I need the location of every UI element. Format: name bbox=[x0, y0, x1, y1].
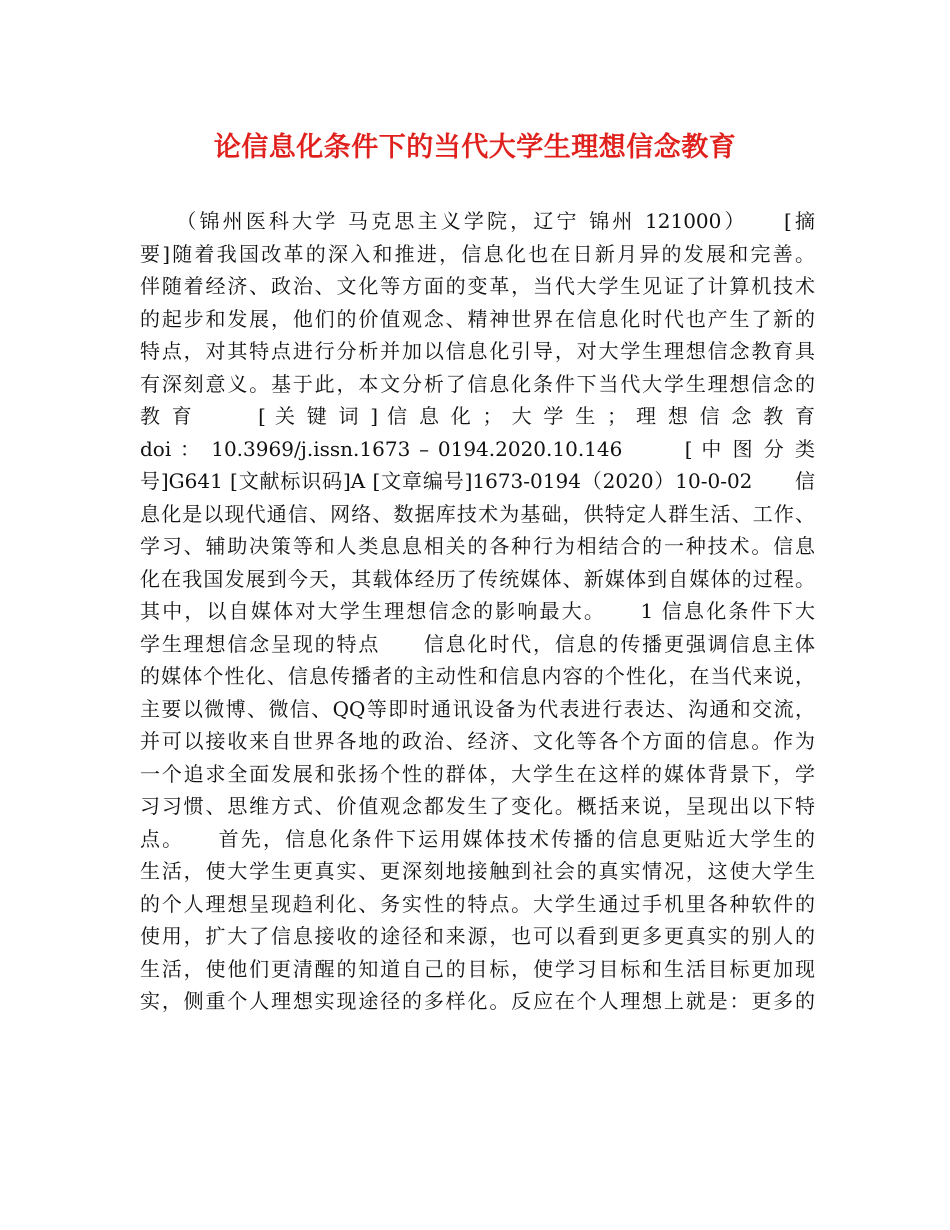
body-line: 生活，使他们更清醒的知道自己的目标，使学习目标和生活目标更加现 bbox=[140, 956, 815, 981]
body-line: 化在我国发展到今天，其载体经历了传统媒体、新媒体到自媒体的过程。 bbox=[140, 566, 815, 591]
body-line: 并可以接收来自世界各地的政治、经济、文化等各个方面的信息。作为 bbox=[140, 729, 815, 753]
body-line: 使用，扩大了信息接收的途径和来源，也可以看到更多更真实的别人的 bbox=[140, 924, 815, 948]
body-line: 一个追求全面发展和张扬个性的群体，大学生在这样的媒体背景下，学 bbox=[140, 761, 815, 786]
body-line: 伴随着经济、政治、文化等方面的变革，当代大学生见证了计算机技术 bbox=[140, 274, 815, 298]
body-line: 学生理想信念呈现的特点 信息化时代，信息的传播更强调信息主体 bbox=[140, 631, 815, 656]
body-line: 实，侧重个人理想实现途径的多样化。反应在个人理想上就是：更多的 bbox=[140, 989, 815, 1013]
body-line: doi ： 10.3969/j.issn.1673 – 0194.2020.10.146 [ 中 图 分 类 bbox=[140, 436, 815, 461]
body-line: 其中，以自媒体对大学生理想信念的影响最大。 1 信息化条件下大 bbox=[140, 599, 815, 623]
body-line: 要]随着我国改革的深入和推进，信息化也在日新月异的发展和完善。 bbox=[140, 241, 815, 266]
body-line: 主要以微博、微信、QQ等即时通讯设备为代表进行表达、沟通和交流， bbox=[140, 696, 815, 721]
body-line: 特点，对其特点进行分析并加以信息化引导，对大学生理想信念教育具 bbox=[140, 339, 815, 363]
body-line: 的媒体个性化、信息传播者的主动性和信息内容的个性化，在当代来说， bbox=[140, 664, 815, 688]
body-line: 的起步和发展，他们的价值观念、精神世界在信息化时代也产生了新的 bbox=[140, 306, 815, 331]
body-line: 学习、辅助决策等和人类息息相关的各种行为相结合的一种技术。信息 bbox=[140, 534, 815, 558]
body-line: 生活，使大学生更真实、更深刻地接触到社会的真实情况，这使大学生 bbox=[140, 859, 815, 883]
body-line: 有深刻意义。基于此，本文分析了信息化条件下当代大学生理想信念的 bbox=[140, 371, 815, 396]
body-line: 的个人理想呈现趋利化、务实性的特点。大学生通过手机里各种软件的 bbox=[140, 891, 815, 916]
document-body bbox=[140, 205, 815, 1018]
body-line: 教 育 [ 关 键 词 ] 信 息 化 ； 大 学 生 ； 理 想 信 念 教 育 bbox=[140, 404, 815, 428]
body-line: 习习惯、思维方式、价值观念都发生了变化。概括来说，呈现出以下特 bbox=[140, 794, 815, 818]
body-line: 点。 首先，信息化条件下运用媒体技术传播的信息更贴近大学生的 bbox=[140, 826, 815, 851]
body-line: 息化是以现代通信、网络、数据库技术为基础，供特定人群生活、工作、 bbox=[140, 501, 815, 526]
body-line: （锦州医科大学 马克思主义学院，辽宁 锦州 121000） [摘 bbox=[140, 209, 815, 233]
document-title: 论信息化条件下的当代大学生理想信念教育 bbox=[213, 132, 737, 163]
body-line: 号]G641 [文献标识码]A [文章编号]1673-0194（2020）10-0-02 信 bbox=[140, 469, 815, 493]
